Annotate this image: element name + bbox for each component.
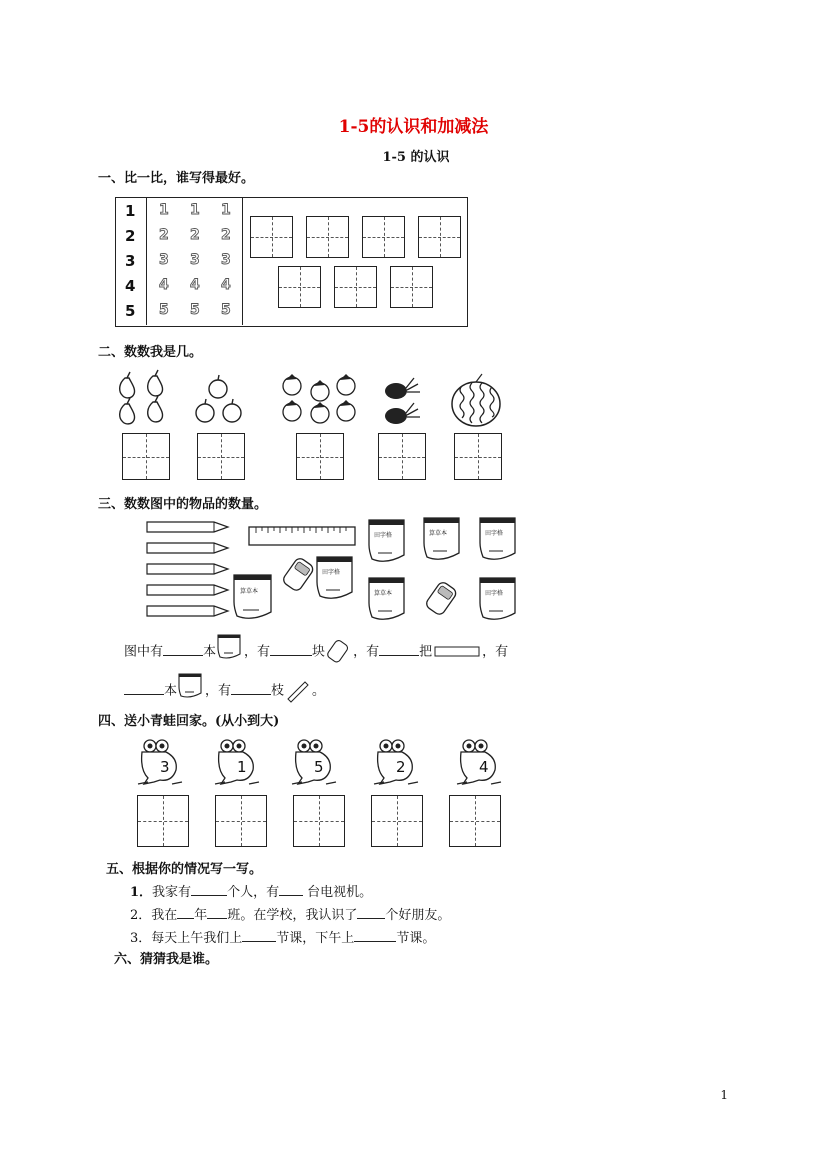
digit: 1 xyxy=(125,202,136,220)
question-text: 班。在学校，我认识了 xyxy=(227,908,358,923)
writing-grid[interactable] xyxy=(278,266,321,308)
digit: 3 xyxy=(125,252,136,270)
eraser-icon xyxy=(325,642,353,662)
writing-grid[interactable] xyxy=(250,216,293,258)
notebook-label: 算草本 xyxy=(374,590,393,597)
notebook-icon xyxy=(216,640,244,664)
sentence-text: 图中有 xyxy=(124,644,164,660)
digit: 5 xyxy=(125,302,136,320)
question-3 xyxy=(130,927,435,946)
writing-grid[interactable] xyxy=(306,216,349,258)
pencil-icon xyxy=(284,681,312,701)
frog-picture xyxy=(136,738,186,788)
answer-grid[interactable] xyxy=(122,433,170,480)
frog-number: 3 xyxy=(160,758,170,776)
outline-digit: 4 xyxy=(159,277,169,293)
count-sentence-2 xyxy=(124,679,325,703)
blank-pencils[interactable] xyxy=(231,694,271,695)
blank-grade[interactable] xyxy=(177,918,194,919)
section5-heading: 五、根据你的情况写一写。 xyxy=(106,862,263,877)
frog-picture xyxy=(290,738,340,788)
sentence-text: ，有 xyxy=(353,644,380,660)
outline-digit: 3 xyxy=(190,252,200,268)
question-text: 每天上午我们上 xyxy=(151,931,243,946)
outline-digit: 2 xyxy=(190,227,200,243)
blank-family-members[interactable] xyxy=(191,895,227,896)
answer-grid[interactable] xyxy=(215,795,267,847)
outline-digit: 2 xyxy=(221,227,231,243)
notebook-icon xyxy=(177,679,205,703)
section3-heading: 三、数数图中的物品的数量。 xyxy=(98,497,268,512)
question-text: 我家有 xyxy=(152,885,192,900)
notebook-picture xyxy=(479,517,517,563)
blank-erasers[interactable] xyxy=(270,655,312,656)
notebook-label: 田字格 xyxy=(485,530,504,537)
blank-tv-count[interactable] xyxy=(279,895,303,896)
subtitle-text: 1-5 的认识 xyxy=(382,150,450,165)
outline-digit: 1 xyxy=(221,202,231,218)
outline-digit: 2 xyxy=(159,227,169,243)
writing-practice-table xyxy=(115,197,468,327)
answer-grid[interactable] xyxy=(137,795,189,847)
blank-afternoon-lessons[interactable] xyxy=(354,941,396,942)
answer-grid[interactable] xyxy=(378,433,426,480)
blank-rulers[interactable] xyxy=(379,655,419,656)
sentence-text: ，有 xyxy=(205,683,232,699)
notebook-label: 算草本 xyxy=(429,530,448,537)
answer-grid[interactable] xyxy=(449,795,501,847)
outline-digit: 3 xyxy=(159,252,169,268)
section2-heading: 二、数数我是几。 xyxy=(98,345,203,360)
sentence-text: ，有 xyxy=(244,644,271,660)
outline-digit: 5 xyxy=(159,302,169,318)
notebook-picture xyxy=(423,517,461,563)
count-sentence-1 xyxy=(124,640,508,664)
notebook-label: 田字格 xyxy=(485,590,504,597)
frog-picture xyxy=(455,738,505,788)
question-text: 我在 xyxy=(151,908,178,923)
notebook-label: 算草本 xyxy=(240,588,259,595)
section6-heading: 六、猜猜我是谁。 xyxy=(114,952,219,967)
frog-picture xyxy=(372,738,422,788)
answer-grid[interactable] xyxy=(454,433,502,480)
table-divider xyxy=(242,198,243,325)
outline-digit-column xyxy=(147,198,242,325)
digit: 2 xyxy=(125,227,136,245)
blank-class[interactable] xyxy=(207,918,227,919)
blank-friends[interactable] xyxy=(357,918,385,919)
eraser-picture xyxy=(282,556,316,594)
notebook-picture xyxy=(233,574,273,622)
question-text: 台电视机。 xyxy=(307,885,373,900)
frog-number: 1 xyxy=(237,758,247,776)
answer-grid[interactable] xyxy=(197,433,245,480)
blank-notebooks[interactable] xyxy=(163,655,203,656)
pineapples-picture xyxy=(380,372,430,428)
sentence-text: 枝 xyxy=(271,683,285,699)
outline-digit: 1 xyxy=(190,202,200,218)
page-subtitle xyxy=(0,146,827,165)
eraser-picture xyxy=(425,580,459,618)
frog-number: 2 xyxy=(396,758,406,776)
watermelon-picture xyxy=(448,374,506,430)
question-number: 1． xyxy=(130,885,153,900)
notebook-label: 田字格 xyxy=(374,532,393,539)
question-text: 个好朋友。 xyxy=(385,908,451,923)
blank-notebooks-2[interactable] xyxy=(124,694,164,695)
question-text: 节课，下午上 xyxy=(276,931,355,946)
pears-picture xyxy=(115,370,175,428)
section4-heading: 四、送小青蛙回家。(从小到大) xyxy=(98,714,280,729)
question-1 xyxy=(130,881,372,900)
writing-grid[interactable] xyxy=(334,266,377,308)
notebook-label: 田字格 xyxy=(322,569,341,576)
sentence-text: 本 xyxy=(203,644,217,660)
writing-grid[interactable] xyxy=(362,216,405,258)
question-2 xyxy=(130,904,450,923)
notebook-picture xyxy=(479,577,517,623)
writing-grid[interactable] xyxy=(418,216,461,258)
question-text: 个人，有 xyxy=(227,885,280,900)
page-title: 1-5的认识和加减法 xyxy=(338,117,489,137)
outline-digit: 3 xyxy=(221,252,231,268)
answer-grid[interactable] xyxy=(371,795,423,847)
outline-digit: 4 xyxy=(190,277,200,293)
frog-picture xyxy=(213,738,263,788)
notebook-picture xyxy=(316,556,354,602)
question-text: 年 xyxy=(194,908,208,923)
outline-digit: 4 xyxy=(221,277,231,293)
sentence-text: ，有 xyxy=(482,644,509,660)
notebook-picture xyxy=(368,577,406,623)
question-text: 节课。 xyxy=(396,931,436,946)
ruler-icon xyxy=(432,646,482,658)
notebook-picture xyxy=(368,519,406,565)
blank-morning-lessons[interactable] xyxy=(242,941,276,942)
outline-digit: 1 xyxy=(159,202,169,218)
question-number: 3． xyxy=(130,931,152,946)
outline-digit: 5 xyxy=(221,302,231,318)
writing-grid[interactable] xyxy=(390,266,433,308)
digit: 4 xyxy=(125,277,136,295)
answer-grid[interactable] xyxy=(293,795,345,847)
ruler-picture xyxy=(248,524,358,550)
pencils-picture xyxy=(146,518,231,626)
frog-number: 5 xyxy=(314,758,324,776)
answer-grid[interactable] xyxy=(296,433,344,480)
outline-digit: 5 xyxy=(190,302,200,318)
sentence-text: 本 xyxy=(164,683,178,699)
sentence-text: 块 xyxy=(312,644,326,660)
frog-number: 4 xyxy=(479,758,489,776)
sentence-text: 。 xyxy=(312,683,326,699)
page-number: 1 xyxy=(720,1088,728,1102)
section1-heading: 一、比一比，谁写得最好。 xyxy=(98,171,255,186)
digit-column xyxy=(116,198,146,325)
apples-picture xyxy=(192,375,250,427)
sentence-text: 把 xyxy=(419,644,433,660)
question-number: 2． xyxy=(130,908,152,923)
peaches-picture xyxy=(278,372,363,427)
